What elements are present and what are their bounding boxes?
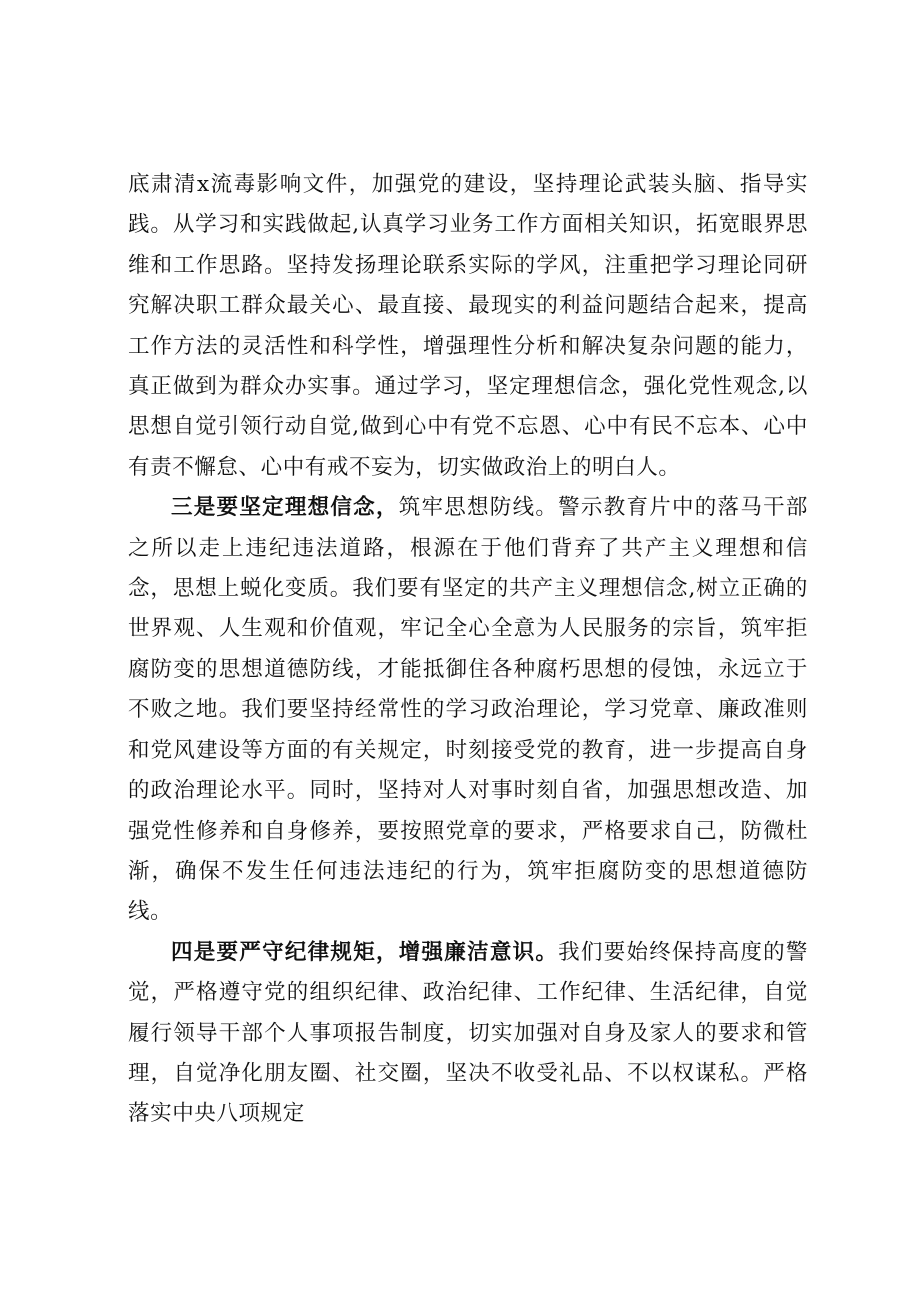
paragraph-continued xyxy=(128,165,808,488)
paragraph-3-heading: 四是要严守纪律规矩，增强廉洁意识。 xyxy=(171,939,559,965)
paragraph-point-three xyxy=(128,488,808,932)
paragraph-3-text: 我们要始终保持高度的警觉，严格遵守党的组织纪律、政治纪律、工作纪律、生活纪律，自觉履行领导干部个人事项报告制度，切实加强对自身及家人的要求和管理，自觉净化朋友圈、社交圈，坚决不收受礼品、不以权谋私。严格落实中央八项规定 xyxy=(128,939,808,1127)
paragraph-2-text: 筑牢思想防线。警示教育片中的落马干部之所以走上违纪违法道路，根源在于他们背弃了共产主义理想和信念，思想上蜕化变质。我们要有坚定的共产主义理想信念,树立正确的世界观、人生观和价值观，牢记全心全意为人民服务的宗旨，筑牢拒腐防变的思想道德防线，才能抵御住各种腐朽思想的侵蚀，永远立于不败之地。我们要坚持经常性的学习政治理论，学习党章、廉政准则和党风建设等方面的有关规定，时刻接受党的教育，进一步提高自身的政治理论水平。同时，坚持对人对事时刻自省，加强思想改造、加强党性修养和自身修养，要按照党章的要求，严格要求自己，防微杜渐，确保不发生任何违法违纪的行为，筑牢拒腐防变的思想道德防线。 xyxy=(128,495,808,925)
paragraph-2-heading: 三是要坚定理想信念， xyxy=(171,495,399,521)
paragraph-1-text: 底肃清x流毒影响文件，加强党的建设，坚持理论武装头脑、指导实践。从学习和实践做起,认真学习业务工作方面相关知识，拓宽眼界思维和工作思路。坚持发扬理论联系实际的学风，注重把学习理论同研究解决职工群众最关心、最直接、最现实的利益问题结合起来，提高工作方法的灵活性和科学性，增强理性分析和解决复杂问题的能力，真正做到为群众办实事。通过学习，坚定理想信念，强化党性观念,以思想自觉引领行动自觉,做到心中有党不忘恩、心中有民不忘本、心中有责不懈怠、心中有戒不妄为，切实做政治上的明白人。 xyxy=(128,172,808,480)
paragraph-point-four xyxy=(128,933,808,1135)
document-body xyxy=(128,165,808,1135)
